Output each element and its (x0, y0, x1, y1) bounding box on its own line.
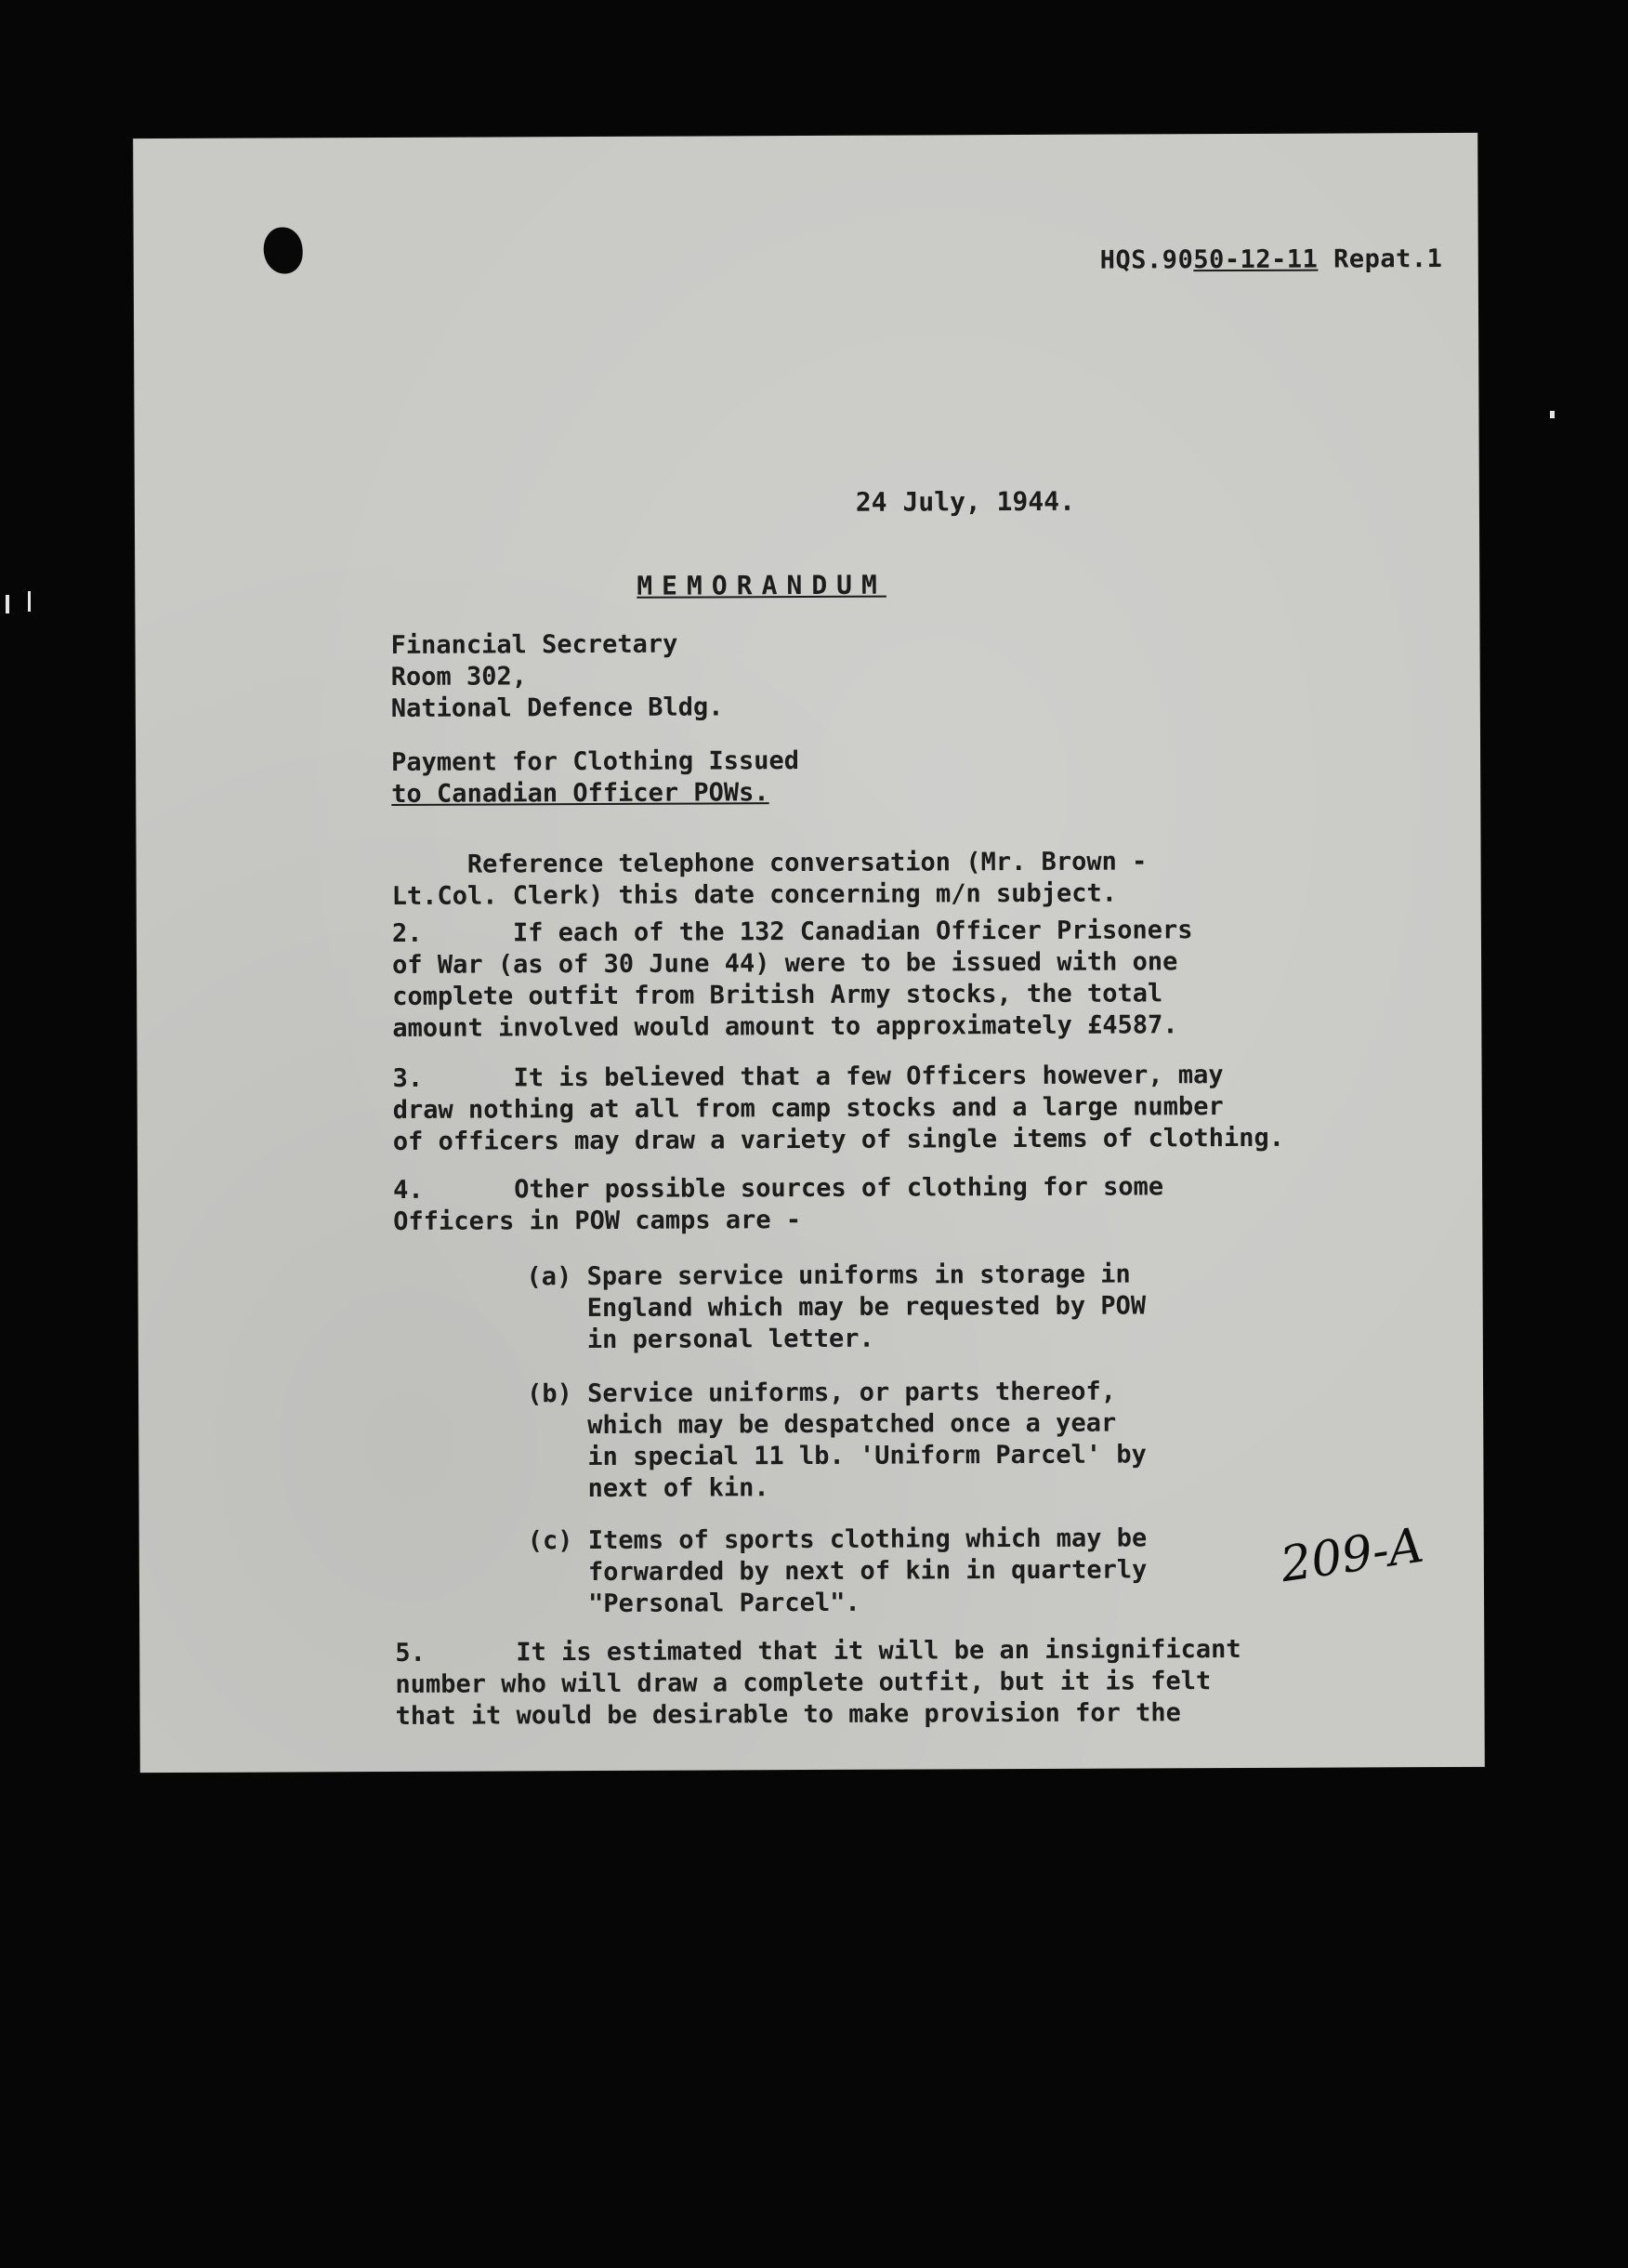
file-reference-suffix: Repat.1 (1318, 244, 1443, 274)
paragraph-3: 3. It is believed that a few Officers however, may draw nothing at all from camp stocks and a large number of officers may draw a variety of single items of clothing. (392, 1061, 1285, 1156)
memo-date: 24 July, 1944. (855, 485, 1075, 518)
file-reference-number: 50-12-11 (1193, 244, 1319, 275)
list-item-a: (a) Spare service uniforms in storage in England which may be requested by POW in personal letter. (526, 1259, 1147, 1355)
memo-paper (133, 133, 1485, 1773)
scan-artifact-left-2 (28, 591, 31, 612)
handwritten-annotation: 209-A (1277, 1517, 1427, 1594)
scan-artifact-left (6, 595, 9, 613)
paragraph-1: Reference telephone conversation (Mr. Brown - Lt.Col. Clerk) this date concerning m/n subject. (391, 847, 1148, 911)
subject-line: Payment for Clothing Issued (391, 746, 800, 777)
addressee-line: Room 302, (390, 662, 528, 692)
addressee-block (390, 628, 723, 725)
paragraph-2: 2. If each of the 132 Canadian Officer Prisoners of War (as of 30 June 44) were to be issued with one complete outfit from British Army stocks, the total amount involved would amount to approximately £4587. (391, 916, 1193, 1043)
list-item-b: (b) Service uniforms, or parts thereof, which may be despatched once a year in special 11 lb. 'Uniform Parcel' by next of kin. (527, 1377, 1147, 1504)
memo-title: MEMORANDUM (637, 569, 886, 601)
subject-line: to Canadian Officer POWs. (391, 778, 769, 809)
subject-block (391, 745, 799, 811)
scan-artifact-right (1550, 411, 1555, 418)
paragraph-5: 5. It is estimated that it will be an insignificant number who will draw a complete outfit, but it is felt that it would be desirable to make provision for the (395, 1634, 1241, 1731)
file-reference-prefix: HQS.90 (1099, 245, 1194, 275)
file-reference (1100, 244, 1443, 275)
punch-hole (264, 227, 303, 273)
addressee-line: National Defence Bldg. (390, 692, 724, 723)
list-item-c: (c) Items of sports clothing which may be forwarded by next of kin in quarterly "Personal Parcel". (527, 1523, 1148, 1619)
addressee-line: Financial Secretary (390, 629, 678, 660)
paragraph-4: 4. Other possible sources of clothing for some Officers in POW camps are - (393, 1172, 1164, 1236)
